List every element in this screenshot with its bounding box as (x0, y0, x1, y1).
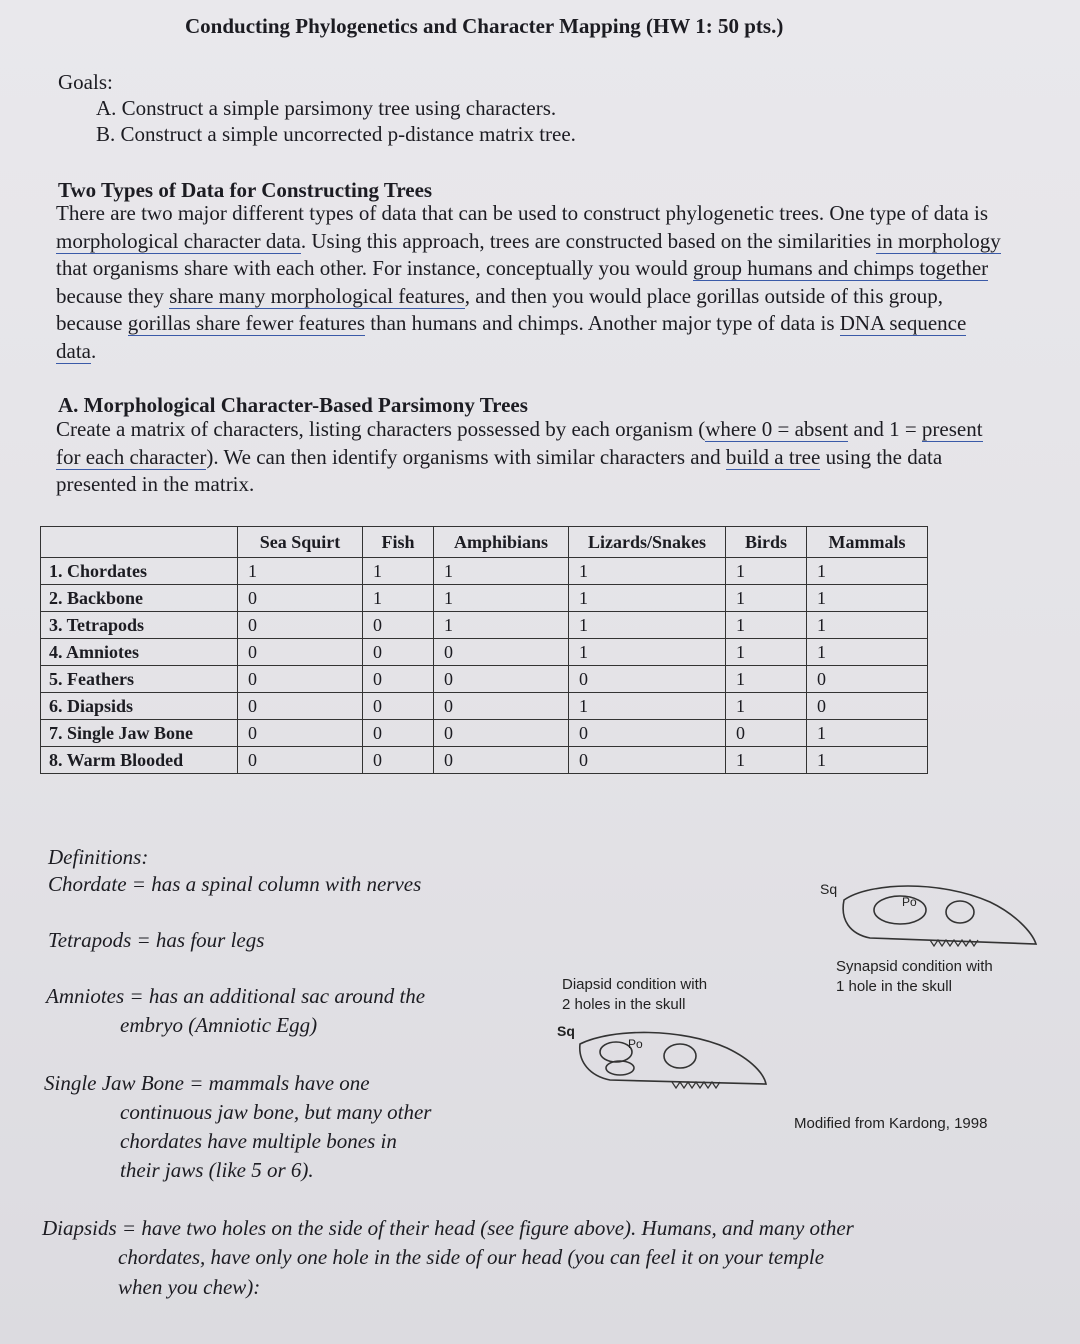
column-header: Birds (726, 527, 807, 558)
matrix-cell: 0 (726, 720, 807, 747)
section-heading-data-types: Two Types of Data for Constructing Trees (58, 178, 433, 202)
definition-jaw-line1: Single Jaw Bone = mammals have one (44, 1071, 370, 1095)
matrix-cell: 0 (238, 693, 363, 720)
matrix-cell: 0 (569, 720, 726, 747)
diapsid-caption-line2: 2 holes in the skull (562, 996, 686, 1013)
matrix-cell: 0 (238, 720, 363, 747)
section-heading-parsimony: A. Morphological Character-Based Parsimony Trees (58, 393, 528, 417)
matrix-corner-cell (41, 527, 238, 558)
row-label: 3. Tetrapods (41, 612, 238, 639)
matrix-cell: 1 (434, 558, 569, 585)
definition-tetrapods: Tetrapods = has four legs (48, 928, 265, 952)
matrix-cell: 1 (807, 720, 928, 747)
matrix-cell: 0 (569, 666, 726, 693)
matrix-cell: 0 (238, 639, 363, 666)
definition-diapsids-line2: chordates, have only one hole in the side of our head (you can feel it on your temple (118, 1245, 825, 1269)
matrix-cell: 1 (807, 639, 928, 666)
matrix-row (41, 747, 928, 774)
column-header: Fish (363, 527, 434, 558)
definition-amniotes-line1: Amniotes = has an additional sac around the (46, 984, 426, 1008)
matrix-cell: 1 (363, 558, 434, 585)
matrix-cell: 1 (363, 585, 434, 612)
matrix-cell: 1 (569, 612, 726, 639)
matrix-cell: 1 (726, 585, 807, 612)
matrix-cell: 0 (363, 612, 434, 639)
matrix-cell: 0 (434, 720, 569, 747)
diapsid-po-label: Po (628, 1037, 643, 1051)
diapsid-teeth (672, 1082, 720, 1088)
matrix-cell: 1 (807, 612, 928, 639)
section-body-data-types: There are two major different types of data that can be used to construct phylogenetic trees. One type of data is morphological character data. Using this approach, trees are constructed based on the similarities in morphology that organisms share with each other. For instance, conceptually you would group humans and chimps together because they share many morphological features, and then you would place gorillas outside of this group, because gorillas share fewer features than humans and chimps. Another major type of data is DNA sequence data. (56, 201, 1001, 363)
matrix-cell: 0 (238, 747, 363, 774)
matrix-cell: 1 (569, 693, 726, 720)
row-label: 5. Feathers (41, 666, 238, 693)
matrix-cell: 1 (807, 558, 928, 585)
column-header: Lizards/Snakes (569, 527, 726, 558)
figure-credit: Modified from Kardong, 1998 (794, 1115, 988, 1132)
diapsid-eye-orbit (664, 1044, 696, 1068)
synapsid-teeth (930, 940, 978, 946)
synapsid-caption-line2: 1 hole in the skull (836, 978, 952, 995)
synapsid-caption (836, 957, 993, 997)
goals-heading: Goals: (58, 70, 113, 94)
diapsid-lower-hole (606, 1061, 634, 1075)
character-matrix (40, 526, 928, 774)
matrix-cell: 1 (726, 639, 807, 666)
row-label: 4. Amniotes (41, 639, 238, 666)
diapsid-sq-label: Sq (557, 1023, 575, 1039)
matrix-cell: 0 (434, 747, 569, 774)
diapsid-caption-line1: Diapsid condition with (562, 976, 708, 993)
matrix-cell: 1 (726, 666, 807, 693)
column-header: Mammals (807, 527, 928, 558)
definition-diapsids-line3: when you chew): (118, 1275, 261, 1299)
column-header: Amphibians (434, 527, 569, 558)
goal-a: A. Construct a simple parsimony tree using characters. (96, 96, 557, 120)
matrix-cell: 1 (569, 585, 726, 612)
matrix-cell: 0 (363, 747, 434, 774)
definition-jaw-line3: chordates have multiple bones in (120, 1129, 397, 1153)
matrix-row (41, 639, 928, 666)
definition-jaw-line4: their jaws (like 5 or 6). (120, 1158, 314, 1182)
matrix-row (41, 720, 928, 747)
row-label: 1. Chordates (41, 558, 238, 585)
matrix-cell: 1 (434, 585, 569, 612)
diapsid-caption (562, 975, 707, 1015)
synapsid-temporal-hole (874, 896, 926, 924)
matrix-cell: 1 (726, 747, 807, 774)
definition-amniotes-line2: embryo (Amniotic Egg) (120, 1013, 318, 1037)
section-body-parsimony: Create a matrix of characters, listing characters possessed by each organism (where 0 = absent and 1 = present for each character). We can then identify organisms with similar characters and build a tree using the data presented in the matrix. (56, 417, 983, 496)
matrix-header-row (41, 527, 928, 558)
matrix-row (41, 666, 928, 693)
matrix-cell: 0 (434, 639, 569, 666)
synapsid-skull-figure (810, 872, 1040, 952)
definition-jaw-line2: continuous jaw bone, but many other (120, 1100, 432, 1124)
matrix-cell: 1 (726, 612, 807, 639)
matrix-cell: 0 (434, 666, 569, 693)
matrix-cell: 1 (807, 585, 928, 612)
column-header: Sea Squirt (238, 527, 363, 558)
synapsid-skull-outline (843, 886, 1036, 944)
matrix-cell: 1 (569, 558, 726, 585)
matrix-cell: 1 (569, 639, 726, 666)
page-title: Conducting Phylogenetics and Character Mapping (HW 1: 50 pts.) (185, 14, 784, 38)
matrix-cell: 1 (434, 612, 569, 639)
matrix-cell: 0 (363, 720, 434, 747)
definition-chordate: Chordate = has a spinal column with nerves (48, 872, 422, 896)
row-label: 8. Warm Blooded (41, 747, 238, 774)
matrix-cell: 1 (726, 693, 807, 720)
definition-diapsids-line1: Diapsids = have two holes on the side of their head (see figure above). Humans, and many other (42, 1216, 854, 1240)
row-label: 7. Single Jaw Bone (41, 720, 238, 747)
goal-b: B. Construct a simple uncorrected p-distance matrix tree. (96, 122, 576, 146)
matrix-cell: 0 (238, 612, 363, 639)
matrix-cell: 0 (363, 666, 434, 693)
synapsid-eye-orbit (946, 901, 974, 923)
matrix-row (41, 558, 928, 585)
matrix-row (41, 612, 928, 639)
matrix-cell: 1 (807, 747, 928, 774)
definitions-heading: Definitions: (48, 845, 149, 869)
matrix-cell: 0 (363, 693, 434, 720)
matrix-cell: 0 (807, 666, 928, 693)
matrix-cell: 0 (434, 693, 569, 720)
synapsid-po-label: Po (902, 895, 917, 909)
matrix-cell: 0 (569, 747, 726, 774)
matrix-row (41, 585, 928, 612)
matrix-cell: 1 (238, 558, 363, 585)
matrix-cell: 0 (363, 639, 434, 666)
diapsid-skull-figure (552, 1018, 772, 1096)
matrix-row (41, 693, 928, 720)
matrix-cell: 1 (726, 558, 807, 585)
matrix-cell: 0 (807, 693, 928, 720)
row-label: 6. Diapsids (41, 693, 238, 720)
diapsid-skull-outline (580, 1032, 766, 1084)
matrix-cell: 0 (238, 585, 363, 612)
row-label: 2. Backbone (41, 585, 238, 612)
synapsid-caption-line1: Synapsid condition with (836, 958, 993, 975)
synapsid-sq-label: Sq (820, 881, 838, 897)
matrix-cell: 0 (238, 666, 363, 693)
